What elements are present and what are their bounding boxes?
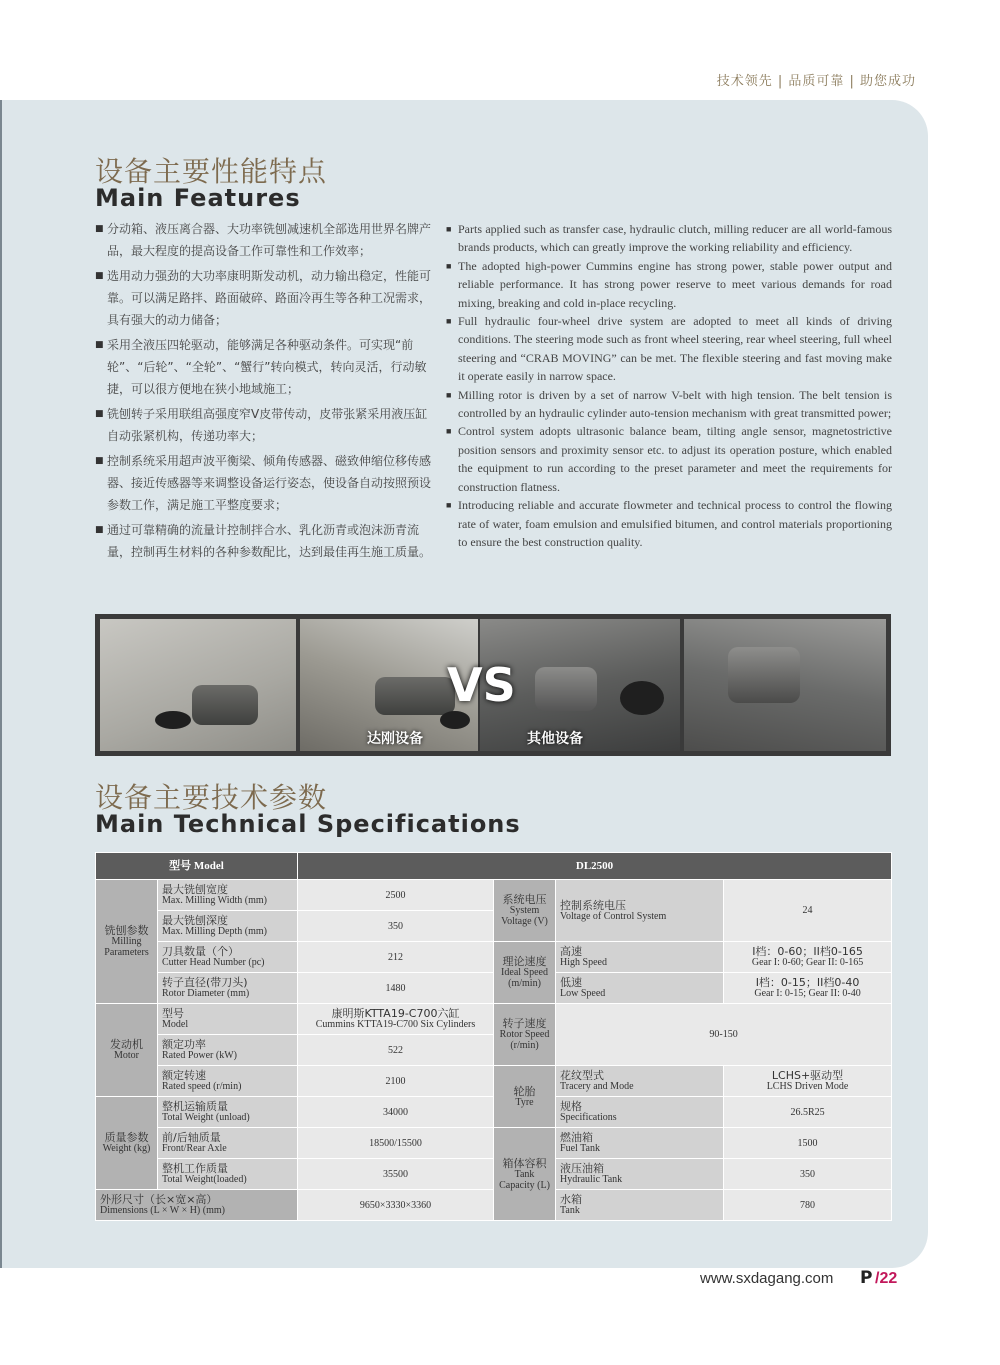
tagline: 技术领先 | 品质可靠 | 助您成功: [716, 74, 916, 89]
table-row: [96, 942, 892, 973]
spec-label: 高速 High Speed: [556, 942, 724, 973]
spec-label: 花纹型式 Tracery and Mode: [556, 1066, 724, 1097]
specs-table: [95, 852, 892, 1221]
page-number: /22: [875, 1270, 898, 1287]
spec-value: 1500: [724, 1128, 892, 1159]
spec-value: 康明斯KTTA19-C700六缸 Cummins KTTA19-C700 Six Cylinders: [298, 1004, 494, 1035]
feature-en-2: ■ The adopted high-power Cummins engine has strong power, stable power output and reliable performance. It has strong power reserve to meet various demands for road mixing, breaking and cold in-place recycling.: [446, 258, 892, 310]
spec-label: 燃油箱 Fuel Tank: [556, 1128, 724, 1159]
caption-other: 其他设备: [527, 731, 583, 747]
spec-label: 规格 Specifications: [556, 1097, 724, 1128]
specs-header-row: [96, 853, 892, 880]
spec-value: 2100: [298, 1066, 494, 1097]
bullet-icon: ■: [95, 271, 104, 281]
feature-cn-4: ■ 铣刨转子采用联组高强度窄V皮带传动，皮带张紧采用液压缸自动张紧机构，传递功率大；: [95, 403, 435, 447]
feature-cn-3: ■ 采用全液压四轮驱动，能够满足各种驱动条件。可实现“前轮”、“后轮”、“全轮”、“蟹行”转向模式，转向灵活，行动敏捷，可以很方便地在狭小地域施工；: [95, 334, 435, 400]
spec-value: LCHS+驱动型 LCHS Driven Mode: [724, 1066, 892, 1097]
group-rotor-speed: 转子速度 Rotor Speed (r/min): [494, 1004, 556, 1066]
features-list-cn: [95, 218, 435, 566]
bullet-icon: ■: [446, 389, 452, 400]
website-link[interactable]: www.sxdagang.com: [700, 1270, 834, 1287]
spec-label: 最大铣刨深度 Max. Milling Depth (mm): [158, 911, 298, 942]
feature-en-4: ■ Milling rotor is driven by a set of narrow V-belt with high tension. The belt tension is controlled by an hydraulic cylinder auto-tension mechanism with great transmitted power;: [446, 387, 892, 421]
spec-value: 18500/15500: [298, 1128, 494, 1159]
core-sample: [535, 667, 597, 711]
comparison-photo-strip: [95, 614, 891, 756]
spec-label: 水箱 Tank: [556, 1190, 724, 1221]
group-motor: 发动机 Motor: [96, 1004, 158, 1097]
brand-logo: P: [860, 1268, 873, 1288]
bullet-icon: ■: [95, 456, 104, 466]
bullet-icon: ■: [95, 340, 104, 350]
group-tank: 箱体容积 Tank Capacity (L): [494, 1128, 556, 1221]
spec-label: 转子直径(带刀头) Rotor Diameter (mm): [158, 973, 298, 1004]
spec-value: I档：0-60；II档0-165 Gear I: 0-60; Gear II: 0-165: [724, 942, 892, 973]
spec-value: 212: [298, 942, 494, 973]
spec-label: 刀具数量（个） Cutter Head Number (pc): [158, 942, 298, 973]
feature-cn-5: ■ 控制系统采用超声波平衡梁、倾角传感器、磁致伸缩位移传感器、接近传感器等来调整设备运行姿态，使设备自动按照预设参数工作，满足施工平整度要求；: [95, 450, 435, 516]
model-value: DL2500: [298, 853, 892, 880]
feature-en-6: ■ Introducing reliable and accurate flowmeter and technical process to control the flowing rate of water, foam emulsion and emulsified bitumen, and control materials proportioning to ensure the best construction quality.: [446, 498, 892, 549]
features-title-cn: 设备主要性能特点: [95, 155, 328, 188]
vs-label: VS: [447, 658, 516, 712]
spec-label: 液压油箱 Hydraulic Tank: [556, 1159, 724, 1190]
photo-core-sample-1: [100, 619, 296, 751]
spec-value: 24: [724, 880, 892, 942]
core-hole: [440, 711, 470, 729]
spec-label: 前/后轴质量 Front/Rear Axle: [158, 1128, 298, 1159]
core-hole: [620, 681, 664, 715]
spec-label: 额定转速 Rated speed (r/min): [158, 1066, 298, 1097]
spec-label: 整机运输质量 Total Weight (unload): [158, 1097, 298, 1128]
group-milling: 铣刨参数 Milling Parameters: [96, 880, 158, 1004]
spec-value: 780: [724, 1190, 892, 1221]
spec-value: 1480: [298, 973, 494, 1004]
core-sample: [192, 685, 258, 725]
feature-en-5: ■ Control system adopts ultrasonic balance beam, tilting angle sensor, magnetostrictive position sensors and proximity sensor etc. to adjust its operation posture, which enabled the equipment to run according to the preset parameter and meet the requirements for construction flatness.: [446, 424, 892, 494]
spec-value: 34000: [298, 1097, 494, 1128]
feature-en-1: ■ Parts applied such as transfer case, hydraulic clutch, milling reducer are all world-famous brands products, which can greatly improve the working reliability and efficiency.: [446, 222, 892, 255]
group-weight: 质量参数 Weight (kg): [96, 1097, 158, 1190]
feature-en-3: ■ Full hydraulic four-wheel drive system are adopted to meet all kinds of driving conditions. The steering mode such as front wheel steering, rear wheel steering, full wheel steering and “CRAB MOVING” can be met. The flexible steering and fast moving make it operate easily in narrow space.: [446, 314, 892, 384]
group-tyre: 轮胎 Tyre: [494, 1066, 556, 1128]
spec-value: 26.5R25: [724, 1097, 892, 1128]
spec-value: 90-150: [556, 1004, 892, 1066]
bullet-icon: ■: [95, 224, 104, 234]
specs-title-cn: 设备主要技术参数: [95, 781, 328, 814]
photo-core-sample-4: [684, 619, 886, 751]
bullet-icon: ■: [95, 525, 104, 535]
table-row: [96, 1128, 892, 1159]
spec-label: 低速 Low Speed: [556, 973, 724, 1004]
table-row: [96, 1066, 892, 1097]
features-title-en: Main Features: [95, 184, 301, 212]
bullet-icon: ■: [95, 409, 104, 419]
spec-value: 9650×3330×3360: [298, 1190, 494, 1221]
spec-label-dimensions: 外形尺寸（长×宽×高） Dimensions (L × W × H) (mm): [96, 1190, 298, 1221]
specs-title-en: Main Technical Specifications: [95, 810, 521, 838]
table-row: [96, 880, 892, 911]
spec-label: 最大铣刨宽度 Max. Milling Width (mm): [158, 880, 298, 911]
spec-value: 522: [298, 1035, 494, 1066]
group-voltage: 系统电压 System Voltage (V): [494, 880, 556, 942]
bullet-icon: ■: [446, 224, 452, 234]
model-header: 型号 Model: [96, 853, 298, 880]
core-hole: [155, 711, 191, 729]
spec-label: 控制系统电压 Voltage of Control System: [556, 880, 724, 942]
bullet-icon: ■: [446, 500, 452, 511]
spec-label: 额定功率 Rated Power (kW): [158, 1035, 298, 1066]
caption-dagang: 达刚设备: [367, 731, 423, 747]
feature-cn-1: ■ 分动箱、液压离合器、大功率铣刨减速机全部选用世界名牌产品，最大程度的提高设备工作可靠性和工作效率；: [95, 218, 435, 262]
spec-value: I档：0-15；II档0-40 Gear I: 0-15; Gear II: 0-40: [724, 973, 892, 1004]
feature-cn-2: ■ 选用动力强劲的大功率康明斯发动机，动力输出稳定，性能可靠。可以满足路拌、路面破碎、路面冷再生等各种工况需求，具有强大的动力储备；: [95, 265, 435, 331]
spec-value: 350: [298, 911, 494, 942]
spec-label: 型号 Model: [158, 1004, 298, 1035]
spec-label: 整机工作质量 Total Weight(loaded): [158, 1159, 298, 1190]
feature-cn-6: ■ 通过可靠精确的流量计控制拌合水、乳化沥青或泡沫沥青流量，控制再生材料的各种参数配比，达到最佳再生施工质量。: [95, 519, 435, 563]
bullet-icon: ■: [446, 316, 452, 327]
table-row: [96, 1004, 892, 1035]
bullet-icon: ■: [446, 260, 452, 271]
spec-value: 2500: [298, 880, 494, 911]
bullet-icon: ■: [446, 426, 452, 437]
spec-value: 350: [724, 1159, 892, 1190]
core-sample: [375, 677, 455, 715]
left-rule: [0, 100, 2, 1268]
spec-value: 35500: [298, 1159, 494, 1190]
features-list-en: [446, 220, 892, 551]
group-speed: 理论速度 Ideal Speed (m/min): [494, 942, 556, 1004]
core-sample: [728, 647, 800, 703]
